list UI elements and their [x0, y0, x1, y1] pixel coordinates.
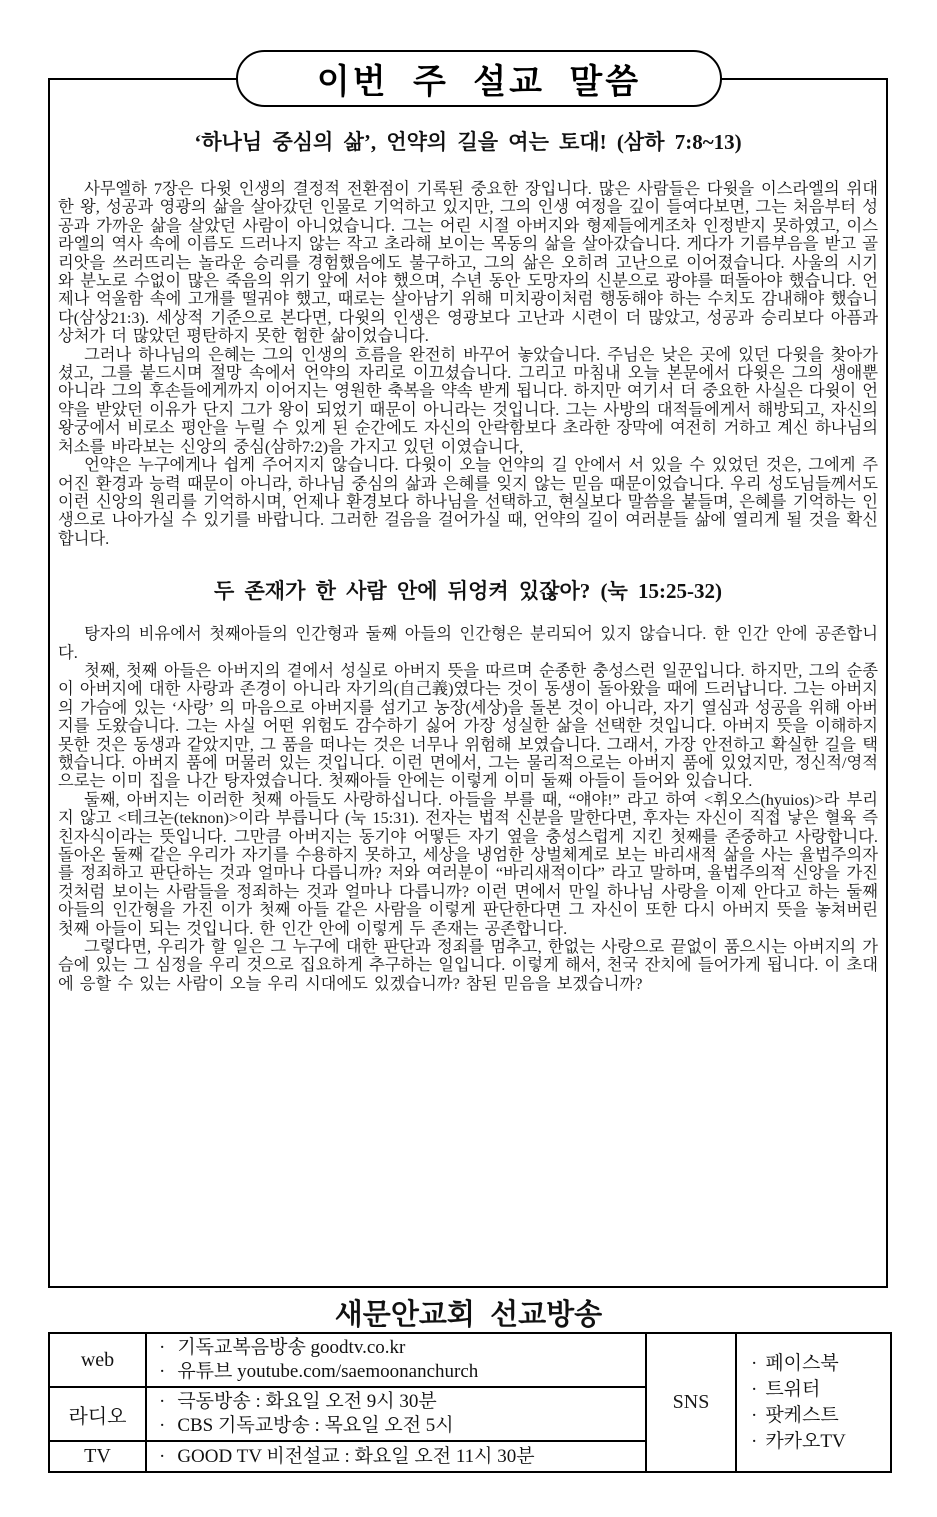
sns-item-text: 팟케스트 — [765, 1404, 839, 1426]
sermon2-paragraph: 첫째, 첫째 아들은 아버지의 곁에서 성실로 아버지 뜻을 따르며 순종한 충성스런 일꾼입니다. 하지만, 그의 순종이 아버지에 대한 사랑과 존경이 아니라 자기의(自己義)였다는 것이 동생이 돌아왔을 때에 드러납니다. 그는 아버지의 가슴에 있는 ‘사랑’ 의 마음으로 아버지를 섬기고 농장(세상)을 돌본 것이 아니라, 자기 열심과 성공을 위해 아버지를 도왔습니다. 그는 사실 어떤 위험도 감수하기 싫어 가장 성실한 삶을 선택한 것입니다. 아버지 뜻을 이해하지 못한 것은 동생과 같았지만, 그 품을 떠나는 것은 너무나 위험해 보였습니다. 그래서, 가장 안전하고 확실한 길을 택했습니다. 아버지 품에 머물러 있는 것입니다. 이런 면에서, 그는 물리적으로는 아버지 품에 있었지만, 정신적/영적으로는 이미 집을 나간 탕자였습니다. 첫째아들 안에는 이렇게 이미 둘째 아들이 들어와 있습니다. — [58, 660, 878, 791]
sns-item — [751, 1429, 886, 1455]
row-label-radio: 라디오 — [49, 1387, 146, 1441]
row-content-tv — [146, 1441, 646, 1472]
row-content-radio — [146, 1387, 646, 1441]
sermon1-title: ‘하나님 중심의 삶’, 언약의 길을 여는 토대! (삼하 7:8~13) — [194, 130, 742, 154]
sermon2-paragraph: 탕자의 비유에서 첫째아들의 인간형과 둘째 아들의 인간형은 분리되어 있지 않습니다. 한 인간 안에 공존합니다. — [58, 624, 878, 662]
bullet: · — [751, 1378, 758, 1400]
sns-item-text: 카카오TV — [765, 1430, 846, 1452]
page-title: 이번 주 설교 말씀 — [316, 63, 642, 101]
bullet: · — [159, 1445, 166, 1467]
broadcast-item-text: GOOD TV 비전설교 : 화요일 오전 11시 30분 — [177, 1445, 535, 1467]
bullet: · — [159, 1361, 166, 1382]
sermon2-paragraph: 그렇다면, 우리가 할 일은 그 누구에 대한 판단과 정죄를 멈추고, 한없는 사랑으로 끝없이 품으시는 아버지의 가슴에 있는 그 심정을 우리 것으로 집요하게 추구하는 일입니다. 이렇게 해서, 천국 잔치에 들어가게 됩니다. 이 초대에 응할 수 있는 사람이 오늘 우리 시대에도 있겠습니까? 참된 믿음을 보겠습니까? — [58, 937, 878, 993]
sermon1-paragraph: 그러나 하나님의 은혜는 그의 인생의 흐름을 완전히 바꾸어 놓았습니다. 주님은 낮은 곳에 있던 다윗을 찾아가셨고, 그를 붙드시며 절망 속에서 언약의 자리로 이끄셨습니다. 그리고 마침내 오늘 본문에서 다윗은 그의 생애뿐 아니라 그의 후손들에게까지 이어지는 영원한 축복을 약속 받게 됩니다. 하지만 여기서 더 중요한 사실은 다윗이 언약을 받았던 이유가 단지 그가 왕이 되었기 때문이 아니라는 것입니다. 그는 사방의 대적들에게서 해방되고, 자신의 왕궁에서 비로소 평안을 누릴 수 있게 된 순간에도 자신의 안락함보다 초라한 장막에 여전히 거하고 계신 하나님의 처소를 바라보는 신앙의 중심(삼하7:2)을 가지고 있던 이였습니다, — [58, 344, 878, 456]
row-content-web — [146, 1333, 646, 1387]
broadcast-item-text: 기독교복음방송 goodtv.co.kr — [177, 1337, 406, 1358]
sns-item — [751, 1377, 886, 1403]
sermon2-body — [58, 625, 878, 993]
sns-list — [736, 1333, 891, 1472]
bullet: · — [751, 1430, 758, 1452]
sns-item-text: 트위터 — [765, 1378, 821, 1400]
sermon1-paragraph: 사무엘하 7장은 다윗 인생의 결정적 전환점이 기록된 중요한 장입니다. 많은 사람들은 다윗을 이스라엘의 위대한 왕, 성공과 영광의 삶을 살아갔던 인물로 기억하고 있지만, 그의 인생 여정을 깊이 들여다보면, 그는 처음부터 성공과 가까운 삶을 살았던 사람이 아니었습니다. 그는 어린 시절 아버지와 형제들에게조차 인정받지 못하였고, 이스라엘의 역사 속에 이름도 드러나지 않는 작고 초라해 보이는 목동의 삶을 살아갔습니다. 게다가 기름부음을 받고 골리앗을 쓰러뜨리는 놀라운 승리를 경험했음에도 불구하고, 그의 삶은 오히려 고난으로 이어졌습니다. 사울의 시기와 분노로 수없이 많은 죽음의 위기 앞에 서야 했으며, 수년 동안 도망자의 신분으로 광야를 떠돌아야 했습니다. 언제나 억울함 속에 고개를 떨궈야 했고, 때로는 살아남기 위해 미치광이처럼 행동해야 하는 수치도 감내해야 했습니다(삼상21:3). 세상적 기준으로 본다면, 다윗의 인생은 영광보다 고난과 시련이 더 많았고, 성공과 승리보다 아픔과 상처가 더 많았던 평탄하지 못한 험한 삶이었습니다. — [58, 179, 878, 346]
broadcast-item-text: 유튜브 youtube.com/saemoonanchurch — [177, 1361, 479, 1382]
sns-label: SNS — [646, 1333, 736, 1472]
broadcast-table — [48, 1332, 892, 1473]
sns-item — [751, 1403, 886, 1429]
row-label-tv: TV — [49, 1441, 146, 1472]
sermon1-body — [58, 180, 878, 548]
sermon2-paragraph: 둘째, 아버지는 이러한 첫째 아들도 사랑하십니다. 아들을 부를 때, “얘야!” 라고 하여 <휘오스(hyuios)>라 부리지 않고 <테크논(teknon)>이라 부릅니다 (눅 15:31). 전자는 법적 신분을 말한다면, 후자는 자신이 직접 낳은 혈육 즉 친자식이라는 뜻입니다. 그만큼 아버지는 동기야 어떻든 자기 옆을 충성스럽게 지킨 첫째를 존중하고 사랑합니다. 돌아온 둘째 같은 우리가 자기를 수용하지 못하고, 세상을 냉엄한 상벌체계로 보는 바리새적 삶을 사는 율법주의자를 정죄하고 판단하는 것과 얼마나 다릅니까? 저와 여러분이 “바리새적이다” 라고 말하며, 율법주의적 신앙을 가진 것처럼 보이는 사람들을 정죄하는 것과 얼마나 다릅니까? 이런 면에서 만일 하나님 사랑을 이제 안다고 하는 둘째 아들의 인간형을 가진 이가 첫째 아들 같은 사람을 이렇게 판단한다면 그 자신이 또한 다시 아버지 뜻을 놓쳐버린 첫째 아들이 되는 것입니다. 한 인간 안에 이렇게 두 존재는 공존합니다. — [58, 789, 878, 938]
sermon1-paragraph: 언약은 누구에게나 쉽게 주어지지 않습니다. 다윗이 오늘 언약의 길 안에서 서 있을 수 있었던 것은, 그에게 주어진 환경과 능력 때문이 아니라, 하나님 중심의 삶과 은혜를 잊지 않는 믿음 때문이었습니다. 우리 성도님들께서도 이런 신앙의 원리를 기억하시며, 언제나 환경보다 하나님을 선택하고, 현실보다 말씀을 붙들며, 은혜를 기억하는 인생으로 나아가실 수 있기를 바랍니다. 그러한 걸음을 걸어가실 때, 언약의 길이 여러분들 삶에 열리게 될 것을 확신합니다. — [58, 455, 878, 548]
bullet: · — [159, 1337, 166, 1358]
table-row-web — [49, 1333, 891, 1387]
bullet: · — [159, 1415, 166, 1436]
row-label-web: web — [49, 1333, 146, 1387]
bullet: · — [751, 1404, 758, 1426]
bullet: · — [159, 1391, 166, 1412]
sermon2-title: 두 존재가 한 사람 안에 뒤엉켜 있잖아? (눅 15:25-32) — [213, 579, 723, 604]
broadcast-heading: 새문안교회 선교방송 — [334, 1299, 603, 1331]
bullet: · — [751, 1352, 758, 1374]
broadcast-item-text: 극동방송 : 화요일 오전 9시 30분 — [177, 1391, 437, 1412]
broadcast-item — [159, 1360, 639, 1384]
sermon-box — [48, 78, 888, 1288]
broadcast-item-text: CBS 기독교방송 : 목요일 오전 5시 — [177, 1415, 454, 1436]
broadcast-item — [159, 1414, 639, 1438]
sns-item-text: 페이스북 — [765, 1352, 839, 1374]
broadcast-item — [159, 1390, 639, 1414]
broadcast-item — [159, 1336, 639, 1360]
header-pill — [236, 50, 722, 107]
broadcast-item — [159, 1445, 639, 1469]
sns-item — [751, 1351, 886, 1377]
